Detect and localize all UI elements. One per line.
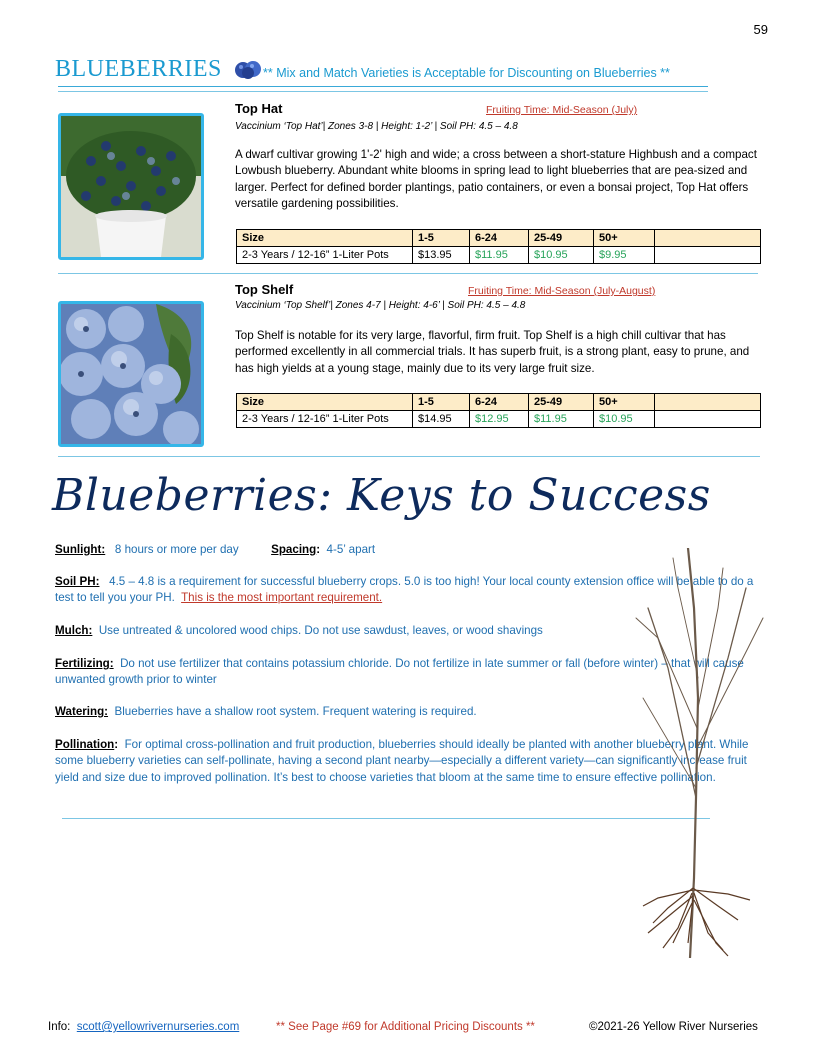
col-50-plus: 50+ bbox=[594, 394, 655, 411]
col-size: Size bbox=[237, 230, 413, 247]
price-cell: $14.95 bbox=[413, 411, 470, 428]
col-6-24: 6-24 bbox=[470, 394, 529, 411]
footer-copyright: ©2021-26 Yellow River Nurseries bbox=[589, 1021, 758, 1033]
product-name: Top Shelf bbox=[235, 282, 294, 297]
bare-root-tree-illustration bbox=[628, 548, 768, 958]
section-divider bbox=[58, 456, 760, 457]
price-cell: $12.95 bbox=[470, 411, 529, 428]
col-50-plus: 50+ bbox=[594, 230, 655, 247]
section-title: BLUEBERRIES bbox=[55, 56, 222, 82]
fruiting-time: Fruiting Time: Mid-Season (July-August) bbox=[468, 285, 656, 297]
col-1-5: 1-5 bbox=[413, 394, 470, 411]
table-row bbox=[237, 411, 761, 428]
footer-info bbox=[48, 1021, 239, 1033]
header-divider bbox=[58, 86, 708, 87]
price-cell: $9.95 bbox=[594, 247, 655, 264]
sunlight-text: 8 hours or more per day bbox=[114, 543, 239, 556]
product-description: Top Shelf is notable for its very large, flavorful, firm fruit. Top Shelf is a high chill cultivar that has performed excellently in all commercial trials. It has superb fruit, is a strong plant, easy to prune, and has high yields at a young stage, mainly due to its very large fruit size. bbox=[235, 329, 750, 375]
keys-to-success-title: Blueberries: Keys to Success bbox=[52, 470, 711, 521]
product-description: A dwarf cultivar growing 1'-2' high and wide; a cross between a short-stature Highbush and a compact Lowbush blueberry. Abundant white blooms in spring lead to light blueberries that are pea-sized and larger. Perfect for defined border plantings, patio containers, or even a bonsai project, Top Hat offers versatile gardening possibilities. bbox=[235, 148, 757, 210]
price-cell: $13.95 bbox=[413, 247, 470, 264]
watering-label: Watering: bbox=[55, 705, 109, 718]
product-subtitle: Vaccinium ‘Top Shelf’| Zones 4-7 | Height: 4-6’ | Soil PH: 4.5 – 4.8 bbox=[235, 300, 526, 311]
price-table-header bbox=[237, 394, 761, 411]
col-6-24: 6-24 bbox=[470, 230, 529, 247]
mulch-text: Use untreated & uncolored wood chips. Do not use sawdust, leaves, or wood shavings bbox=[98, 624, 543, 637]
mix-match-note: ** Mix and Match Varieties is Acceptable for Discounting on Blueberries ** bbox=[263, 66, 670, 80]
pollination-text: For optimal cross-pollination and fruit production, blueberries should ideally be planted with another blueberry plant. While some blueberry varieties can self-pollinate, having a second plant nearby—especially a different variety—can significantly increase fruit yield and size due to improved pollination. It’s best to choose varieties that bloom at the same time to ensure effective pollination. bbox=[55, 738, 749, 784]
blueberry-icon bbox=[234, 58, 262, 80]
col-empty bbox=[655, 394, 761, 411]
product-divider bbox=[58, 273, 758, 274]
fertilizing-label: Fertilizing: bbox=[55, 657, 114, 670]
mulch-label: Mulch: bbox=[55, 624, 93, 637]
col-25-49: 25-49 bbox=[529, 394, 594, 411]
sunlight-label: Sunlight: bbox=[55, 543, 106, 556]
top-shelf-image bbox=[58, 301, 204, 447]
price-cell: $10.95 bbox=[594, 411, 655, 428]
price-table-header bbox=[237, 230, 761, 247]
empty-cell bbox=[655, 247, 761, 264]
price-table bbox=[236, 229, 761, 264]
table-row bbox=[237, 247, 761, 264]
col-size: Size bbox=[237, 394, 413, 411]
soil-ph-text: 4.5 – 4.8 is a requirement for successful blueberry crops. 5.0 is too high! Your local county extension office will be able to do a test to tell you your PH. bbox=[55, 575, 754, 605]
footer-email-link[interactable]: scott@yellowrivernurseries.com bbox=[76, 1021, 240, 1033]
price-cell: $11.95 bbox=[470, 247, 529, 264]
price-table bbox=[236, 393, 761, 428]
price-cell: $11.95 bbox=[529, 411, 594, 428]
header-divider-thin bbox=[58, 91, 708, 92]
col-1-5: 1-5 bbox=[413, 230, 470, 247]
col-25-49: 25-49 bbox=[529, 230, 594, 247]
col-empty bbox=[655, 230, 761, 247]
fruiting-time: Fruiting Time: Mid-Season (July) bbox=[486, 104, 638, 116]
soil-ph-important: This is the most important requirement. bbox=[181, 591, 383, 605]
pollination-label: Pollination bbox=[55, 738, 115, 751]
size-cell: 2-3 Years / 12-16” 1-Liter Pots bbox=[237, 247, 413, 264]
fertilizing-text: Do not use fertilizer that contains potassium chloride. Do not fertilize in late summer or fall (before winter) – that will cause unwanted growth prior to winter bbox=[55, 657, 744, 687]
empty-cell bbox=[655, 411, 761, 428]
soil-ph-label: Soil PH: bbox=[55, 575, 100, 588]
spacing-text: 4-5’ apart bbox=[326, 543, 376, 556]
pollination-block: Pollination: For optimal cross-pollination and fruit production, blueberries should ideally be planted with another blueberry plant. While some blueberry varieties can self-pollinate, having a second plant nearby—especially a different variety—can significantly increase fruit yield and size due to improved pollination. It’s best to choose varieties that bloom at the same time to ensure effective pollination. bbox=[55, 738, 749, 784]
footer-info-label: Info: bbox=[48, 1021, 71, 1033]
price-cell: $10.95 bbox=[529, 247, 594, 264]
sunlight-spacing-line: Sunlight: 8 hours or more per day Spacing: 4-5’ apart bbox=[55, 543, 376, 556]
keys-divider bbox=[62, 818, 710, 819]
size-cell: 2-3 Years / 12-16” 1-Liter Pots bbox=[237, 411, 413, 428]
product-subtitle: Vaccinium ‘Top Hat’| Zones 3-8 | Height: 1-2’ | Soil PH: 4.5 – 4.8 bbox=[235, 121, 518, 132]
footer-pricing-note: ** See Page #69 for Additional Pricing Discounts ** bbox=[276, 1021, 535, 1033]
watering-text: Blueberries have a shallow root system. Frequent watering is required. bbox=[114, 705, 477, 718]
top-hat-image bbox=[58, 113, 204, 260]
spacing-label: Spacing bbox=[271, 543, 317, 556]
page-number: 59 bbox=[753, 22, 768, 37]
product-name: Top Hat bbox=[235, 101, 283, 116]
